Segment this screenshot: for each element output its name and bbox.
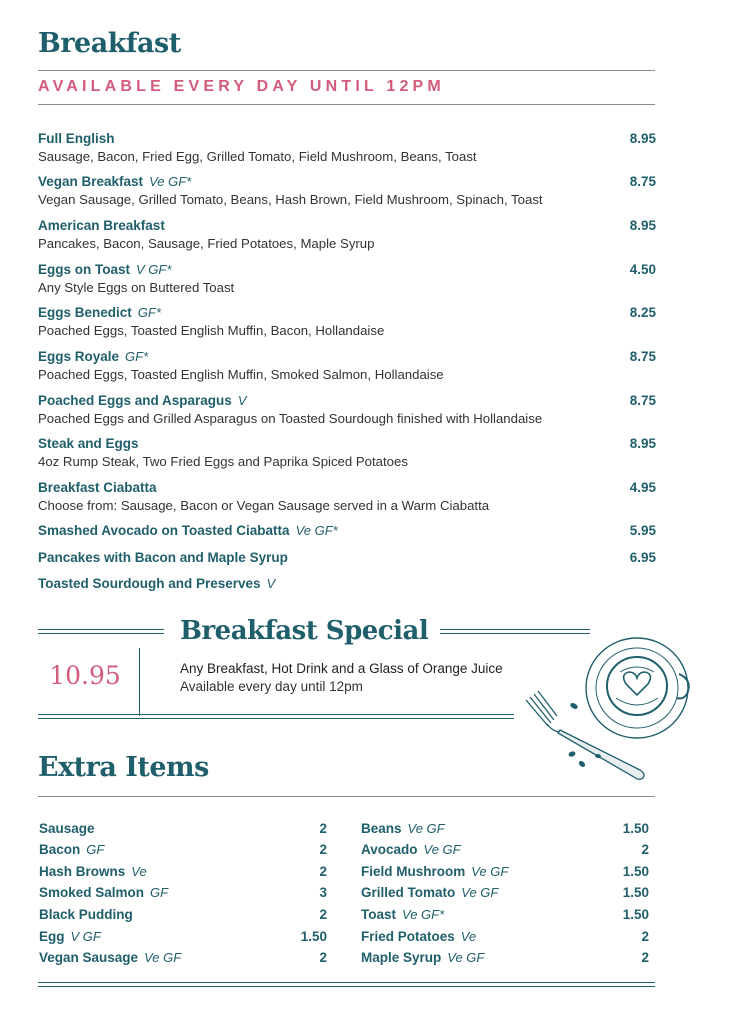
- item-price: 1.50: [622, 821, 649, 836]
- item-name: Eggs Royale: [38, 349, 120, 364]
- menu-item: [38, 522, 656, 540]
- item-dietary-tags: Ve GF*: [402, 907, 445, 922]
- extra-item: [39, 884, 327, 902]
- item-dietary-tags: Ve: [460, 929, 477, 944]
- extra-item: [361, 841, 649, 859]
- divider: [38, 982, 655, 987]
- item-dietary-tags: Ve GF: [423, 842, 461, 857]
- item-description: Vegan Sausage, Grilled Tomato, Beans, Hash Brown, Field Mushroom, Spinach, Toast: [38, 192, 543, 207]
- item-dietary-tags: GF*: [125, 349, 149, 364]
- item-description: Choose from: Sausage, Bacon or Vegan Sausage served in a Warm Ciabatta: [38, 498, 490, 513]
- coffee-cup-fork-illustration: [520, 628, 700, 783]
- item-price: 6.95: [629, 550, 656, 565]
- item-name: Full English: [38, 131, 115, 146]
- item-price: 2: [641, 929, 649, 944]
- item-price: 8.75: [629, 349, 656, 364]
- item-price: 3: [319, 885, 327, 900]
- special-price: 10.95: [49, 661, 121, 690]
- item-name: Vegan Sausage: [39, 950, 139, 965]
- extra-item: [361, 906, 649, 924]
- item-name: Vegan Breakfast: [38, 174, 144, 189]
- extra-item: [39, 841, 327, 859]
- item-dietary-tags: V GF: [70, 929, 101, 944]
- menu-item: [38, 304, 656, 338]
- extra-item: [39, 820, 327, 838]
- menu-item: [38, 130, 656, 164]
- item-price: 2: [319, 821, 327, 836]
- item-description: Pancakes, Bacon, Sausage, Fried Potatoes, Maple Syrup: [38, 236, 375, 251]
- item-dietary-tags: Ve: [131, 864, 147, 879]
- item-price: 8.95: [629, 218, 656, 233]
- item-name: Sausage: [39, 821, 95, 836]
- item-price: 1.50: [622, 864, 649, 879]
- item-description: Any Style Eggs on Buttered Toast: [38, 280, 235, 295]
- item-name: Egg: [39, 929, 65, 944]
- item-dietary-tags: GF: [86, 842, 105, 857]
- extras-title: Extra Items: [38, 752, 209, 783]
- item-name: Black Pudding: [39, 907, 133, 922]
- item-price: 1.50: [622, 907, 649, 922]
- item-description: Sausage, Bacon, Fried Egg, Grilled Tomato, Field Mushroom, Beans, Toast: [38, 149, 477, 164]
- menu-item: [38, 217, 656, 251]
- extra-item: [361, 949, 649, 967]
- special-availability: Available every day until 12pm: [180, 679, 363, 694]
- item-dietary-tags: GF: [150, 885, 169, 900]
- item-name: Toasted Sourdough and Preserves: [38, 576, 261, 591]
- item-dietary-tags: Ve GF: [447, 950, 485, 965]
- item-price: 4.50: [629, 262, 656, 277]
- item-price: 4.95: [629, 480, 656, 495]
- item-name: Toast: [361, 907, 397, 922]
- item-dietary-tags: Ve GF: [144, 950, 182, 965]
- special-description: Any Breakfast, Hot Drink and a Glass of Orange Juice: [180, 661, 503, 676]
- item-price: 8.95: [629, 131, 656, 146]
- divider: [38, 104, 655, 105]
- menu-item: [38, 348, 656, 382]
- divider: [38, 714, 514, 719]
- menu-item: [38, 173, 656, 207]
- item-name: Poached Eggs and Asparagus: [38, 393, 232, 408]
- item-price: 2: [319, 842, 327, 857]
- extra-item: [361, 928, 649, 946]
- item-price: 8.95: [629, 436, 656, 451]
- item-description: 4oz Rump Steak, Two Fried Eggs and Paprika Spiced Potatoes: [38, 454, 408, 469]
- availability-banner: AVAILABLE EVERY DAY UNTIL 12PM: [38, 78, 445, 95]
- extra-item: [39, 906, 327, 924]
- menu-item: [38, 435, 656, 469]
- item-price: 2: [319, 907, 327, 922]
- item-dietary-tags: Ve GF*: [295, 523, 338, 538]
- item-dietary-tags: Ve GF: [407, 821, 445, 836]
- menu-item: [38, 261, 656, 295]
- item-dietary-tags: Ve GF: [471, 864, 509, 879]
- menu-item: [38, 549, 656, 567]
- item-dietary-tags: Ve GF: [461, 885, 499, 900]
- breakfast-title: Breakfast: [38, 28, 181, 59]
- item-description: Poached Eggs, Toasted English Muffin, Smoked Salmon, Hollandaise: [38, 367, 444, 382]
- item-name: Smoked Salmon: [39, 885, 145, 900]
- extra-item: [361, 863, 649, 881]
- item-price: 1.50: [622, 885, 649, 900]
- item-price: 2: [319, 864, 327, 879]
- item-price: 8.25: [629, 305, 656, 320]
- item-name: Avocado: [361, 842, 418, 857]
- special-title: Breakfast Special: [180, 616, 429, 646]
- item-name: Breakfast Ciabatta: [38, 480, 157, 495]
- item-name: Eggs on Toast: [38, 262, 131, 277]
- item-price: 8.75: [629, 393, 656, 408]
- item-description: Poached Eggs, Toasted English Muffin, Bacon, Hollandaise: [38, 323, 385, 338]
- menu-item: [38, 575, 656, 593]
- item-name: Beans: [361, 821, 402, 836]
- item-price: 5.95: [629, 523, 656, 538]
- item-dietary-tags: V: [237, 393, 247, 408]
- extra-item: [39, 928, 327, 946]
- extra-item: [39, 863, 327, 881]
- extra-item: [39, 949, 327, 967]
- item-price: 1.50: [300, 929, 327, 944]
- item-dietary-tags: V: [266, 576, 276, 591]
- item-dietary-tags: GF*: [137, 305, 161, 320]
- divider: [38, 796, 655, 797]
- item-price: 8.75: [629, 174, 656, 189]
- divider: [38, 629, 164, 634]
- menu-item: [38, 392, 656, 426]
- menu-item: [38, 479, 656, 513]
- item-price: 2: [641, 842, 649, 857]
- divider: [38, 70, 655, 71]
- item-name: American Breakfast: [38, 218, 165, 233]
- item-name: Pancakes with Bacon and Maple Syrup: [38, 550, 288, 565]
- item-price: 2: [641, 950, 649, 965]
- item-dietary-tags: Ve GF*: [149, 174, 192, 189]
- extra-item: [361, 820, 649, 838]
- extra-item: [361, 884, 649, 902]
- item-name: Bacon: [39, 842, 81, 857]
- item-name: Grilled Tomato: [361, 885, 456, 900]
- item-name: Maple Syrup: [361, 950, 442, 965]
- item-description: Poached Eggs and Grilled Asparagus on Toasted Sourdough finished with Hollandaise: [38, 411, 543, 426]
- item-name: Fried Potatoes: [361, 929, 455, 944]
- item-dietary-tags: V GF*: [136, 262, 172, 277]
- item-name: Field Mushroom: [361, 864, 466, 879]
- item-name: Hash Browns: [39, 864, 126, 879]
- divider: [139, 648, 140, 716]
- item-name: Smashed Avocado on Toasted Ciabatta: [38, 523, 290, 538]
- item-price: 2: [319, 950, 327, 965]
- item-name: Steak and Eggs: [38, 436, 139, 451]
- item-name: Eggs Benedict: [38, 305, 132, 320]
